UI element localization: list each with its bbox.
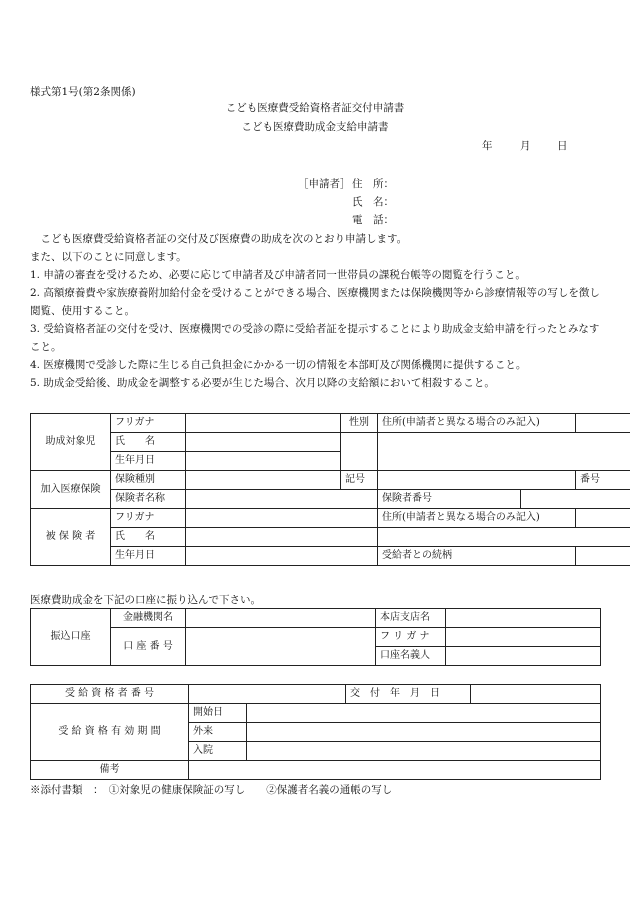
date-day-label: 日: [557, 140, 568, 152]
child-furigana-label: フリガナ: [111, 414, 186, 433]
remarks-field[interactable]: [189, 761, 601, 780]
insured-furigana-label: フリガナ: [111, 509, 186, 528]
consent-item-3: 3. 受給資格者証の交付を受け、医療機関での受診の際に受給者証を提示することにより助成金支給申請を行ったとみなすこと。: [30, 323, 600, 353]
consent-text: また、以下のことに同意します。: [30, 251, 187, 263]
insured-birthdate-field[interactable]: [186, 547, 378, 566]
insurer-number-field[interactable]: [521, 490, 630, 509]
branch-label: 本店支店名: [376, 609, 446, 628]
remarks-label: 備考: [31, 761, 189, 780]
inpatient-field[interactable]: [247, 742, 601, 761]
insurance-type-label: 保険種別: [111, 471, 186, 490]
bank-instruction: 医療費助成金を下記の口座に振り込んで下さい。: [30, 594, 261, 606]
start-date-field[interactable]: [247, 704, 601, 723]
gender-field[interactable]: [341, 433, 378, 471]
branch-field[interactable]: [446, 609, 601, 628]
insurer-name-field[interactable]: [186, 490, 378, 509]
symbol-label: 記号: [341, 471, 378, 490]
start-date-label: 開始日: [189, 704, 247, 723]
account-holder-label: 口座名義人: [376, 647, 446, 666]
number-label: 番号: [576, 471, 630, 490]
applicant-name-label: 氏 名：: [352, 196, 394, 208]
child-name-label: 氏 名: [111, 433, 186, 452]
date-year-label: 年: [482, 140, 493, 152]
applicant-address-label: 住 所：: [352, 178, 394, 190]
applicant-phone-label: 電 話：: [352, 214, 394, 226]
issue-date-label: 交 付 年 月 日: [346, 685, 471, 704]
recipient-table: [30, 684, 601, 780]
insurance-type-field[interactable]: [186, 471, 341, 490]
applicant-info-table: [30, 413, 630, 566]
insured-birthdate-label: 生年月日: [111, 547, 186, 566]
insurance-label: 加入医療保険: [31, 471, 111, 509]
child-birthdate-field[interactable]: [186, 452, 341, 471]
insured-address-extra[interactable]: [576, 509, 630, 528]
consent-item-1: 1. 申請の審査を受けるため、必要に応じて申請者及び申請者同一世帯員の課税台帳等の閲覧を行うこと。: [30, 269, 526, 281]
insured-name-field[interactable]: [186, 528, 378, 547]
intro-text: こども医療費受給資格者証の交付及び医療費の助成を次のとおり申請します。: [30, 233, 408, 245]
child-address-field[interactable]: [378, 433, 630, 471]
child-address-extra[interactable]: [576, 414, 630, 433]
issue-date-field[interactable]: [471, 685, 601, 704]
symbol-field[interactable]: [378, 471, 576, 490]
account-number-field[interactable]: [186, 628, 376, 666]
form-title-1: こども医療費受給資格者証交付申請書: [225, 102, 405, 114]
inpatient-label: 入院: [189, 742, 247, 761]
account-furigana-label: フ リ ガ ナ: [376, 628, 446, 647]
insured-name-label: 氏 名: [111, 528, 186, 547]
relationship-field[interactable]: [576, 547, 630, 566]
applicant-bracket: ［申請者］: [298, 178, 351, 190]
insurer-number-label: 保険者番号: [378, 490, 521, 509]
account-holder-field[interactable]: [446, 647, 601, 666]
child-label: 助成対象児: [31, 414, 111, 471]
consent-item-5: 5. 助成金受給後、助成金を調整する必要が生じた場合、次月以降の支給額において相殺すること。: [30, 377, 495, 389]
outpatient-label: 外来: [189, 723, 247, 742]
child-furigana-field[interactable]: [186, 414, 341, 433]
relationship-label: 受給者との続柄: [378, 547, 576, 566]
date-month-label: 月: [520, 140, 531, 152]
insured-furigana-field[interactable]: [186, 509, 378, 528]
insured-address-note: 住所(申請者と異なる場合のみ記入): [378, 509, 576, 528]
account-number-label: 口 座 番 号: [111, 628, 186, 666]
outpatient-field[interactable]: [247, 723, 601, 742]
consent-item-2: 2. 高額療養費や家族療養附加給付金を受けることができる場合、医療機関または保険機関等から診療情報等の写しを徴し閲覧、使用すること。: [30, 287, 600, 317]
bank-label: 振込口座: [31, 609, 111, 666]
form-number: 様式第1号(第2条関係): [30, 86, 136, 98]
recipient-number-field[interactable]: [189, 685, 346, 704]
bank-table: [30, 608, 601, 666]
gender-label: 性別: [341, 414, 378, 433]
consent-item-4: 4. 医療機関で受診した際に生じる自己負担金にかかる一切の情報を本部町及び関係機関に提供すること。: [30, 359, 527, 371]
institution-label: 金融機関名: [111, 609, 186, 628]
insured-address-field[interactable]: [378, 528, 630, 547]
recipient-number-label: 受 給 資 格 者 番 号: [31, 685, 189, 704]
insurer-name-label: 保険者名称: [111, 490, 186, 509]
child-birthdate-label: 生年月日: [111, 452, 186, 471]
validity-label: 受 給 資 格 有 効 期 間: [31, 704, 189, 761]
child-name-field[interactable]: [186, 433, 341, 452]
insured-label: 被 保 険 者: [31, 509, 111, 566]
account-furigana-field[interactable]: [446, 628, 601, 647]
child-address-note: 住所(申請者と異なる場合のみ記入): [378, 414, 576, 433]
attachments-note: ※添付書類 ： ①対象児の健康保険証の写し ②保護者名義の通帳の写し: [30, 784, 393, 796]
institution-field[interactable]: [186, 609, 376, 628]
form-title-2: こども医療費助成金支給申請書: [241, 121, 389, 133]
